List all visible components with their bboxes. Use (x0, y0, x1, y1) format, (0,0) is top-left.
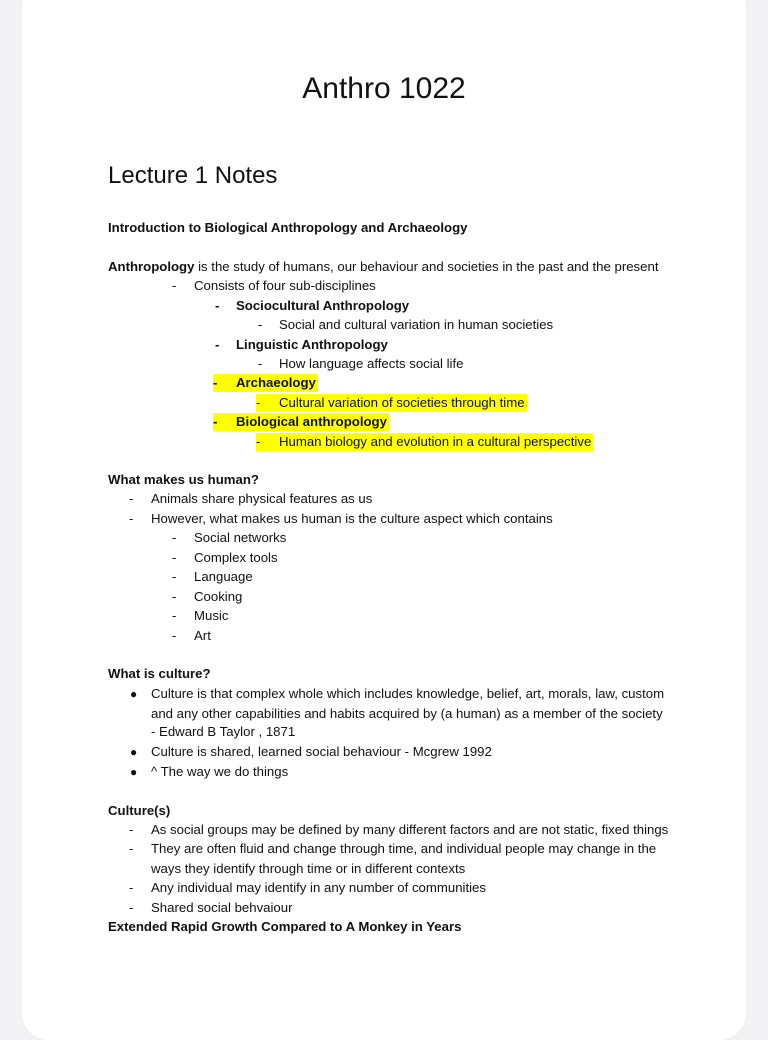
dash-marker: - (258, 317, 263, 332)
dash-marker: - (172, 569, 177, 584)
dash-marker: - (129, 822, 134, 837)
human-heading: What makes us human? (108, 472, 259, 487)
human-point: Animals share physical features as us (151, 491, 373, 506)
anthropology-term: Anthropology (108, 259, 195, 274)
culture-point: Culture is shared, learned social behaviour - Mcgrew 1992 (151, 744, 492, 759)
cultures-point: Any individual may identify in any number of communities (151, 880, 486, 895)
dash-marker: - (172, 608, 177, 623)
dash-marker: - (258, 356, 263, 371)
dash-marker: - (172, 278, 177, 293)
culture-point: - Edward B Taylor , 1871 (151, 724, 296, 739)
culture-aspect: Music (194, 608, 229, 623)
lecture-heading: Lecture 1 Notes (108, 162, 278, 189)
subdiscipline-desc-highlighted: - Cultural variation of societies through time (256, 395, 525, 410)
culture-point: Culture is that complex whole which includes knowledge, belief, art, morals, law, custom (151, 686, 665, 701)
dash-marker: - (172, 628, 177, 643)
subdiscipline-desc-highlighted: - Human biology and evolution in a cultural perspective (256, 434, 592, 449)
dash-marker: - (215, 337, 220, 352)
subdiscipline-desc: How language affects social life (279, 356, 464, 371)
culture-heading: What is culture? (108, 666, 211, 681)
subdisciplines-intro: Consists of four sub-disciplines (194, 278, 376, 293)
bullet-marker: ● (130, 765, 138, 779)
culture-point: and any other capabilities and habits acquired by (a human) as a member of the society (151, 706, 663, 721)
culture-aspect: Complex tools (194, 550, 278, 565)
dash-marker: - (129, 841, 134, 856)
subdiscipline-name: Sociocultural Anthropology (236, 298, 410, 313)
anthropology-definition-text: is the study of humans, our behaviour and societies in the past and the present (194, 259, 659, 274)
human-point: However, what makes us human is the culture aspect which contains (151, 511, 553, 526)
final-heading: Extended Rapid Growth Compared to A Monkey in Years (108, 919, 462, 934)
dash-marker: - (172, 530, 177, 545)
dash-marker: - (129, 511, 134, 526)
dash-marker: - (215, 298, 220, 313)
culture-aspect: Cooking (194, 589, 243, 604)
subdiscipline-desc: Social and cultural variation in human societies (279, 317, 554, 332)
culture-point: ^ The way we do things (151, 764, 289, 779)
subdiscipline-name: Linguistic Anthropology (236, 337, 388, 352)
document-title: Anthro 1022 (302, 72, 466, 105)
cultures-point: ways they identify through time or in different contexts (151, 861, 466, 876)
cultures-point: They are often fluid and change through time, and individual people may change in the (151, 841, 657, 856)
intro-heading: Introduction to Biological Anthropology and Archaeology (108, 220, 468, 235)
dash-marker: - (172, 550, 177, 565)
culture-aspect: Social networks (194, 530, 287, 545)
cultures-point: Shared social behvaiour (151, 900, 293, 915)
cultures-heading: Culture(s) (108, 803, 171, 818)
dash-marker: - (129, 880, 134, 895)
dash-marker: - (129, 491, 134, 506)
dash-marker: - (172, 589, 177, 604)
cultures-point: As social groups may be defined by many different factors and are not static, fixed things (151, 822, 669, 837)
culture-aspect: Language (194, 569, 253, 584)
subdiscipline-name-highlighted: - Biological anthropology (213, 414, 387, 429)
anthropology-definition (108, 258, 659, 276)
culture-aspect: Art (194, 628, 211, 643)
subdiscipline-name-highlighted: - Archaeology (213, 375, 316, 390)
bullet-marker: ● (130, 687, 138, 701)
dash-marker: - (129, 900, 134, 915)
bullet-marker: ● (130, 745, 138, 759)
